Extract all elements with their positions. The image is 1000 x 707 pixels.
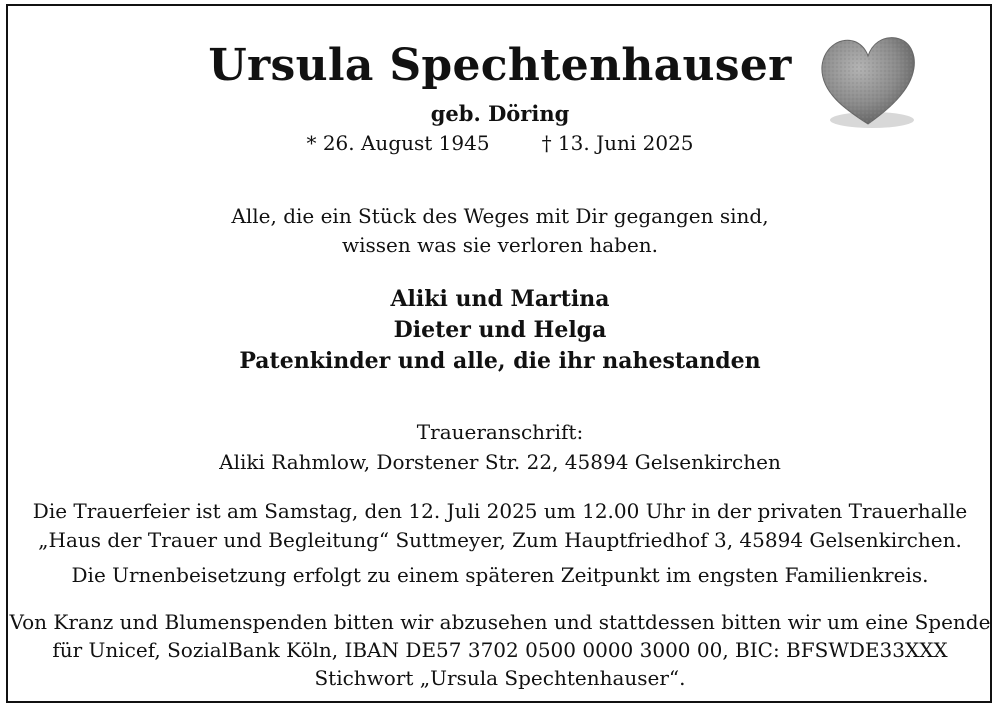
verse-line: Alle, die ein Stück des Weges mit Dir gegangen sind, (231, 204, 769, 228)
mourners-list (0, 284, 1000, 377)
mourner-line: Patenkinder und alle, die ihr nahestanden (239, 348, 761, 374)
address-value: Aliki Rahmlow, Dorstener Str. 22, 45894 Gelsenkirchen (219, 450, 781, 474)
donation-request (0, 608, 1000, 692)
donation-line: für Unicef, SozialBank Köln, IBAN DE57 3702 0500 0000 3000 00, BIC: BFSWDE33XXX (52, 638, 948, 662)
verse-line: wissen was sie verloren haben. (341, 233, 659, 257)
donation-line: Von Kranz und Blumenspenden bitten wir abzusehen und stattdessen bitten wir um eine Spende (9, 610, 991, 634)
memorial-verse (0, 202, 1000, 260)
service-line: „Haus der Trauer und Begleitung“ Suttmeyer, Zum Hauptfriedhof 3, 45894 Gelsenkirchen. (38, 528, 962, 552)
mourner-line: Aliki und Martina (390, 286, 610, 312)
mourning-address (0, 417, 1000, 477)
death-date: † 13. Juni 2025 (541, 131, 694, 155)
address-label: Traueranschrift: (416, 420, 584, 444)
service-line: Die Trauerfeier ist am Samstag, den 12. Juli 2025 um 12.00 Uhr in der privaten Trauerhalle (32, 499, 968, 523)
maiden-name: geb. Döring (430, 101, 570, 126)
life-dates (0, 131, 1000, 155)
donation-line: Stichwort „Ursula Spechtenhauser“. (314, 666, 686, 690)
deceased-name: Ursula Spechtenhauser (208, 40, 792, 91)
birth-date: * 26. August 1945 (306, 131, 490, 155)
funeral-service-info (0, 497, 1000, 555)
mourner-line: Dieter und Helga (393, 317, 607, 343)
urn-burial-info: Die Urnenbeisetzung erfolgt zu einem späteren Zeitpunkt im engsten Familienkreis. (71, 563, 929, 587)
